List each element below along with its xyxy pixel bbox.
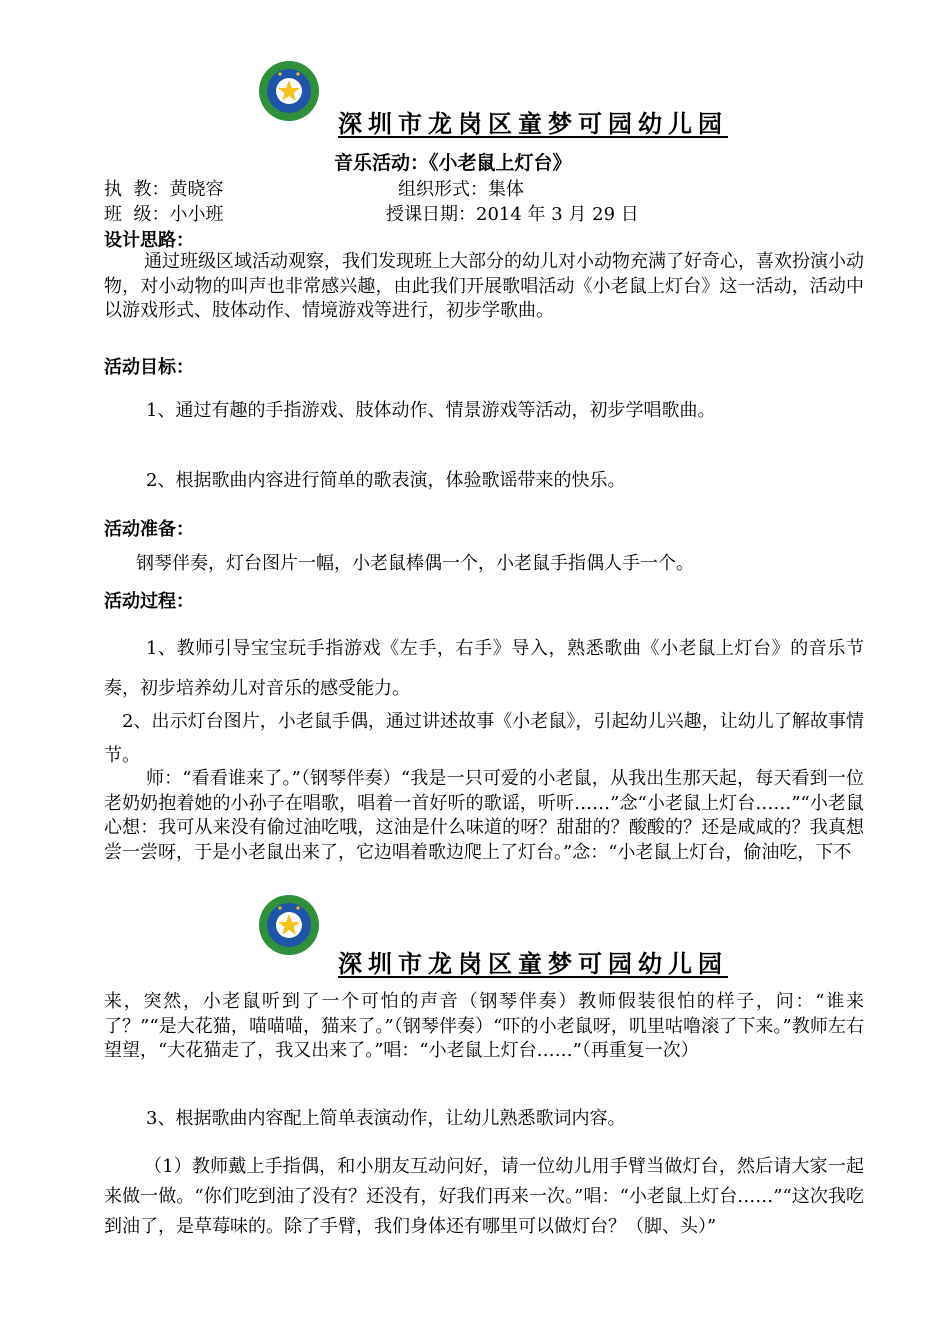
design-heading: 设计思路： <box>104 230 194 251</box>
prep-heading: 活动准备： <box>104 519 194 540</box>
goal-item-1: 1、通过有趣的手指游戏、肢体动作、情景游戏等活动，初步学唱歌曲。 <box>146 400 716 421</box>
goal-item-2: 2、根据歌曲内容进行简单的歌表演，体验歌谣带来的快乐。 <box>146 470 626 491</box>
date-value: 2014 年 3 月 29 日 <box>476 204 639 225</box>
date-label: 授课日期： <box>386 204 476 225</box>
date-row <box>386 200 639 226</box>
class-value: 小小班 <box>169 204 224 225</box>
class-label: 班 级： <box>104 204 170 225</box>
process-step-1: 1、教师引导宝宝玩手指游戏《左手，右手》导入，熟悉歌曲《小老鼠上灯台》的音乐节奏，初步培养幼儿对音乐的感受能力。 <box>104 638 864 699</box>
prep-text: 钢琴伴奏，灯台图片一幅，小老鼠棒偶一个，小老鼠手指偶人手一个。 <box>136 553 694 574</box>
school-name: 深圳市龙岗区童梦可园幼儿园 <box>338 110 728 138</box>
teacher-label: 执 教： <box>104 179 170 200</box>
form-row <box>398 175 524 201</box>
process-step-3-1: （1）教师戴上手指偶，和小朋友互动问好，请一位幼儿用手臂当做灯台，然后请大家一起来做一做。“你们吃到油了没有？还没有，好我们再来一次。”唱：“小老鼠上灯台……”“这次我吃到油了，是草莓味的。除了手臂，我们身体还有哪里可以做灯台？（脚、头）” <box>104 1156 864 1237</box>
class-row <box>104 200 223 226</box>
school-logo-page2 <box>258 894 320 956</box>
process-step-2: 2、出示灯台图片，小老鼠手偶，通过讲述故事《小老鼠》，引起幼儿兴趣，让幼儿了解故事情节。 <box>104 711 864 766</box>
form-label: 组织形式： <box>398 179 488 200</box>
story-text: 师：“看看谁来了。”（钢琴伴奏）“我是一只可爱的小老鼠，从我出生那天起，每天看到一位老奶奶抱着她的小孙子在唱歌，唱着一首好听的歌谣，听听……”念“小老鼠上灯台……”“小老鼠心想：我可从来没有偷过油吃哦，这油是什么味道的呀？甜甜的？酸酸的？还是咸咸的？我真想尝一尝呀，于是小老鼠出来了，它边唱着歌边爬上了灯台。”念：“小老鼠上灯台，偷油吃，下不 <box>104 768 864 863</box>
form-value: 集体 <box>488 179 524 200</box>
school-name-page2: 深圳市龙岗区童梦可园幼儿园 <box>338 950 728 978</box>
process-step-3: 3、根据歌曲内容配上简单表演动作，让幼儿熟悉歌词内容。 <box>146 1108 626 1129</box>
design-text: 通过班级区域活动观察，我们发现班上大部分的幼儿对小动物充满了好奇心，喜欢扮演小动物，对小动物的叫声也非常感兴趣，由此我们开展歌唱活动《小老鼠上灯台》这一活动，活动中以游戏形式、肢体动作、情境游戏等进行，初步学歌曲。 <box>104 251 864 321</box>
teacher-row <box>104 175 223 201</box>
activity-title: 音乐活动：《小老鼠上灯台》 <box>334 152 572 174</box>
teacher-name: 黄晓容 <box>169 179 224 200</box>
school-logo <box>258 60 320 122</box>
story-continued: 来，突然，小老鼠听到了一个可怕的声音（钢琴伴奏）教师假装很怕的样子，问：“谁来了？”“是大花猫，喵喵喵，猫来了。”（钢琴伴奏）“吓的小老鼠呀，叽里咕噜滚了下来。”教师左右望望，“大花猫走了，我又出来了。”唱：“小老鼠上灯台……”（再重复一次） <box>104 991 864 1061</box>
process-heading: 活动过程： <box>104 591 194 612</box>
goals-heading: 活动目标： <box>104 357 194 378</box>
